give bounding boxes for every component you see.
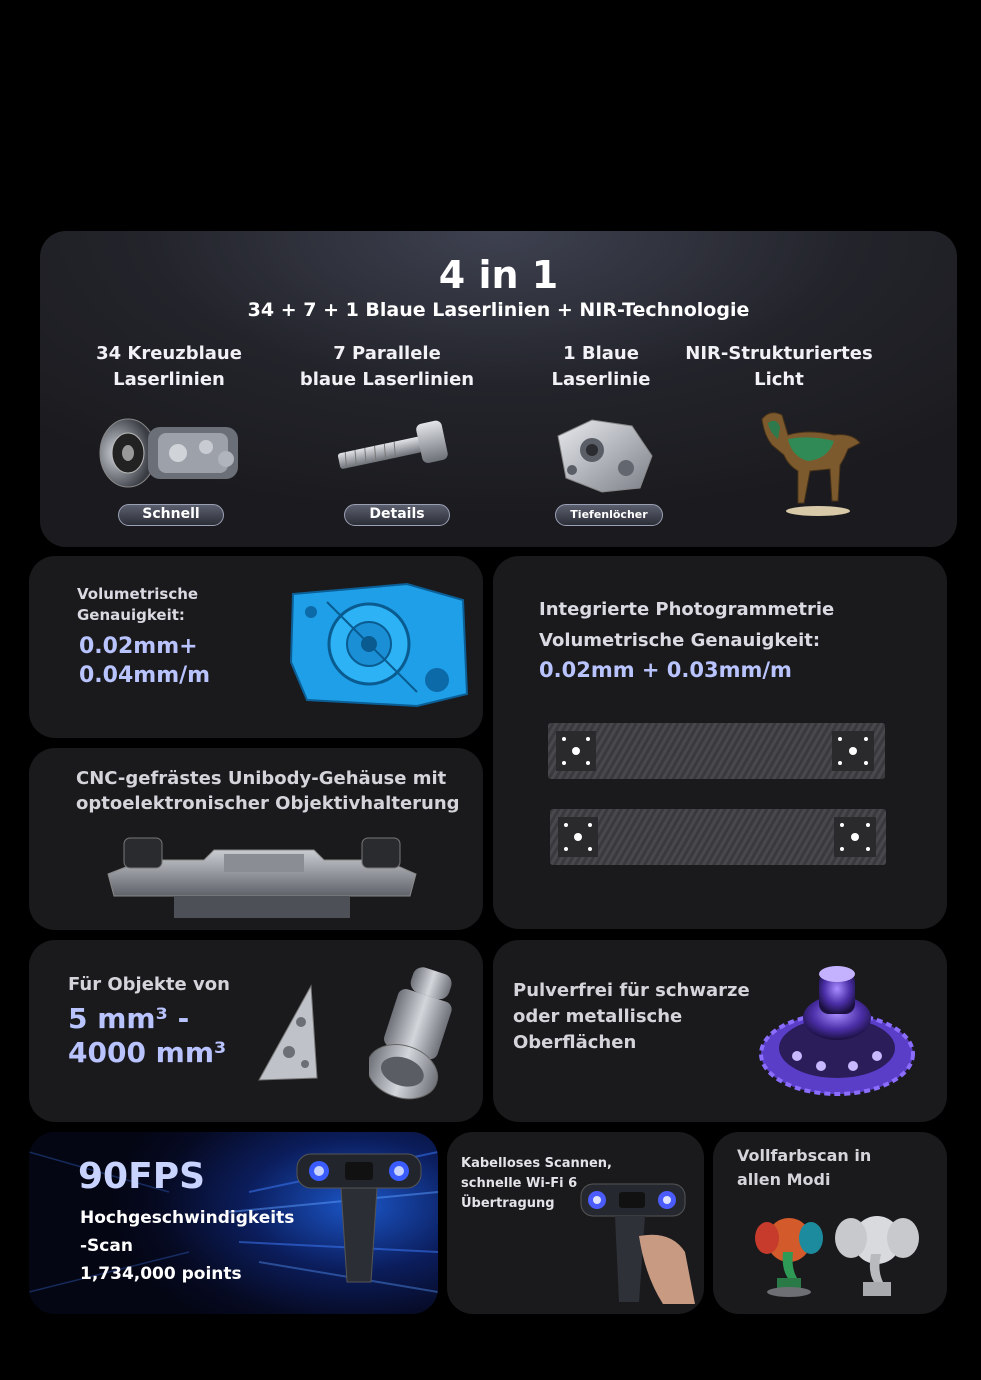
hero-subtitle: 34 + 7 + 1 Blaue Laserlinien + NIR-Technologie bbox=[247, 299, 750, 321]
jet-engine-part-image bbox=[369, 962, 463, 1104]
purple-gear-image bbox=[757, 958, 917, 1104]
powder-free-label: Pulverfrei für schwarze oder metallische Oberflächen bbox=[513, 980, 750, 1053]
cast-part-image bbox=[552, 416, 656, 494]
badge-fast: Schnell bbox=[118, 504, 224, 526]
fps-description: Hochgeschwindigkeits -Scan 1,734,000 points bbox=[80, 1208, 295, 1284]
colored-elephant-image bbox=[753, 1212, 823, 1298]
full-color-label: Vollfarbscan in allen Modi bbox=[737, 1146, 872, 1189]
fps-card bbox=[29, 1132, 438, 1314]
photogrammetry-label: Integrierte Photogrammetrie Volumetrische Genauigkeit: bbox=[539, 599, 835, 651]
accuracy-label: Volumetrische Genauigkeit: bbox=[77, 585, 199, 624]
accuracy-card bbox=[29, 556, 483, 738]
full-color-card bbox=[713, 1132, 947, 1314]
column-label-single-line: 1 Blaue Laserlinie bbox=[551, 343, 651, 390]
object-size-value: 5 mm³ - 4000 mm³ bbox=[68, 1002, 227, 1069]
turbine-engine-image bbox=[98, 411, 253, 491]
hero-title: 4 in 1 bbox=[438, 253, 559, 297]
photogrammetry-value: 0.02mm + 0.03mm/m bbox=[539, 658, 792, 682]
powder-free-card bbox=[493, 940, 947, 1122]
bolt-image bbox=[333, 416, 453, 476]
horse-statue-image bbox=[748, 405, 868, 519]
scanner-in-hand-image bbox=[575, 1176, 701, 1310]
accuracy-value: 0.02mm+ 0.04mm/m bbox=[79, 634, 211, 688]
badge-deep-holes: Tiefenlöcher bbox=[555, 504, 663, 526]
object-size-label: Für Objekte von bbox=[68, 974, 230, 995]
column-label-parallel-lines: 7 Parallele blaue Laserlinien bbox=[299, 343, 475, 390]
wireless-card bbox=[447, 1132, 704, 1314]
column-label-nir-light: NIR-Strukturiertes Licht bbox=[685, 343, 873, 390]
blue-gearbox-image bbox=[287, 582, 471, 708]
gray-elephant-image bbox=[835, 1210, 919, 1302]
object-size-card bbox=[29, 940, 483, 1122]
fps-title: 90FPS bbox=[78, 1156, 206, 1197]
column-label-cross-lines: 34 Kreuzblaue Laserlinien bbox=[96, 343, 242, 390]
carbon-scale-bars bbox=[548, 723, 886, 867]
hero-card bbox=[40, 231, 957, 547]
cnc-label: CNC-gefrästes Unibody-Gehäuse mit optoelektronischer Objektivhalterung bbox=[76, 768, 460, 814]
bracket-part-image bbox=[255, 982, 321, 1084]
photogrammetry-card bbox=[493, 556, 947, 929]
wireless-label: Kabelloses Scannen, schnelle Wi-Fi 6 Übertragung bbox=[461, 1156, 612, 1211]
handheld-scanner-image bbox=[293, 1146, 425, 1292]
cnc-housing-card bbox=[29, 748, 483, 930]
unibody-housing-image bbox=[104, 830, 420, 926]
badge-details: Details bbox=[344, 504, 450, 526]
